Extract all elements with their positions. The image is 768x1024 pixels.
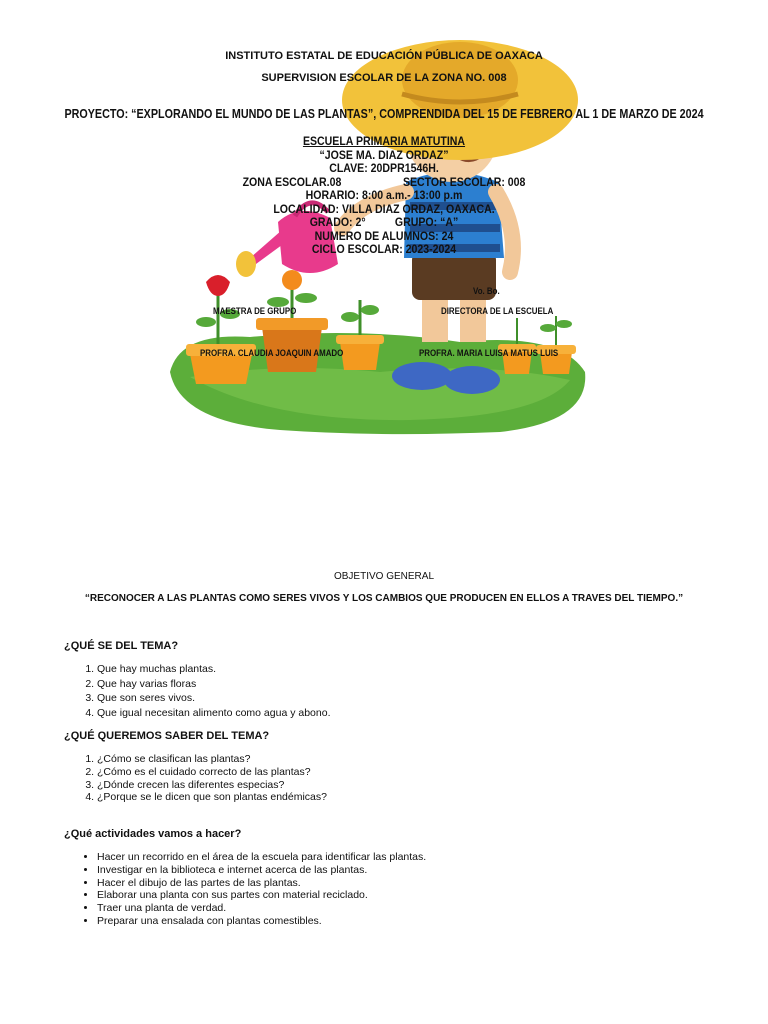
list-item: • Traer una planta de verdad. [97,902,426,915]
list-item: • Elaborar una planta con sus partes con material reciclado. [97,889,426,902]
list-item: 1. ¿Cómo se clasifican las plantas? [97,753,327,766]
want-list [62,753,327,804]
flower-pot-left [186,275,256,384]
list-item: 4. ¿Porque se le dicen que son plantas endémicas? [97,791,327,804]
activities-list [62,851,426,928]
list-item: • Investigar en la biblioteca e internet acerca de las plantas. [97,864,426,877]
schedule: HORARIO: 8:00 a.m.- 13:00 p.m [305,188,463,202]
list-item: 2. ¿Cómo es el cuidado correcto de las plantas? [97,766,327,779]
objective-title: OBJETIVO GENERAL [333,571,435,582]
school-key: CLAVE: 20DPR1546H. [329,161,439,175]
project-title: PROYECTO: “EXPLORANDO EL MUNDO DE LAS PLANTAS”, COMPRENDIDA DEL 15 DE FEBRERO AL 1 DE MARZO DE 2024 [64,107,704,121]
list-item: • Hacer el dibujo de las partes de las plantas. [97,877,426,890]
list-item: • Preparar una ensalada con plantas comestibles. [97,915,426,928]
school-cycle: CICLO ESCOLAR: 2023-2024 [311,242,457,256]
list-item: • Hacer un recorrido en el área de la escuela para identificar las plantas. [97,851,426,864]
school-title: “JOSE MA. DIAZ ORDAZ” [319,147,449,162]
know-heading: ¿QUÉ SE DEL TEMA? [64,640,179,652]
list-item: 3. ¿Dónde crecen las diferentes especias? [97,779,327,792]
supervision-title: SUPERVISION ESCOLAR DE LA ZONA NO. 008 [261,72,507,84]
list-item: 3. Que son seres vivos. [97,691,331,706]
teacher-name: PROFRA. CLAUDIA JOAQUIN AMADO [200,348,344,358]
want-heading: ¿QUÉ QUEREMOS SABER DEL TEMA? [64,730,270,742]
list-item: 1. Que hay muchas plantas. [97,662,331,677]
institute-title: INSTITUTO ESTATAL DE EDUCACIÓN PÚBLICA DE OAXACA [225,50,543,62]
vobo-label: Vo. Bo. [473,286,500,296]
school-name: ESCUELA PRIMARIA MATUTINA [302,134,466,148]
student-count: NUMERO DE ALUMNOS: 24 [314,228,454,243]
objective-text: “RECONOCER A LAS PLANTAS COMO SERES VIVOS Y LOS CAMBIOS QUE PRODUCEN EN ELLOS A TRAVES DEL TIEMPO.” [84,593,684,604]
school-info [46,135,722,257]
activities-heading: ¿Qué actividades vamos a hacer? [64,828,242,840]
teacher-role: MAESTRA DE GRUPO [213,306,297,316]
zone-sector: ZONA ESCOLAR.08 SECTOR ESCOLAR: 008 [242,174,526,189]
flower-pot-small [336,300,384,370]
locality: LOCALIDAD: VILLA DIAZ ORDAZ, OAXACA. [273,201,495,216]
list-item: 2. Que hay varias floras [97,677,331,692]
grade-group: GRADO: 2° GRUPO: “A” [309,215,459,229]
list-item: 4. Que igual necesitan alimento como agua y abono. [97,706,331,721]
director-name: PROFRA. MARIA LUISA MATUS LUIS [419,348,559,358]
know-list [62,662,331,720]
director-role: DIRECTORA DE LA ESCUELA [441,306,554,316]
